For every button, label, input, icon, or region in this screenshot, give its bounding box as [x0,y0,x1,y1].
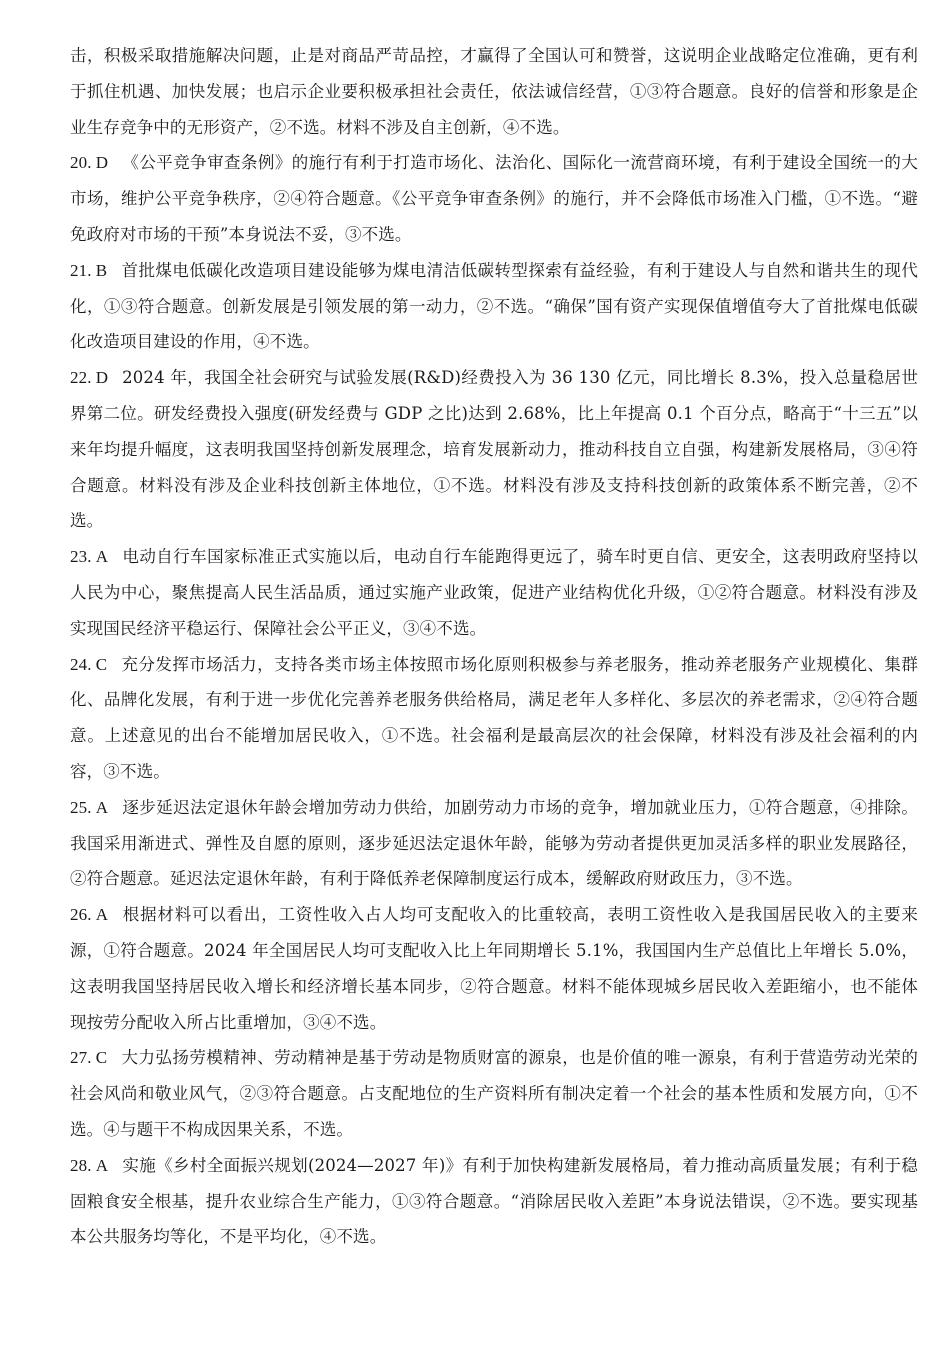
answer-item-26 [70,897,918,1040]
item-explanation: 首批煤电低碳化改造项目建设能够为煤电清洁低碳转型探索有益经验，有利于建设人与自然和谐共生的现代化，①③符合题意。创新发展是引领发展的第一动力，②不选。“确保”国有资产实现保值增值夸大了首批煤电低碳化改造项目建设的作用，④不选。 [70,260,918,352]
item-answer: C [95,654,108,674]
item-answer: A [95,547,109,567]
item-number: 21. [70,260,92,280]
item-explanation: 逐步延迟法定退休年龄会增加劳动力供给，加剧劳动力市场的竞争，增加就业压力，①符合题意，④排除。我国采用渐进式、弹性及自愿的原则，逐步延迟法定退休年龄，能够为劳动者提供更加灵活多样的职业发展路径，②符合题意。延迟法定退休年龄，有利于降低养老保障制度运行成本，缓解政府财政压力，③不选。 [70,797,918,889]
item-number: 24. [70,654,92,674]
item-number: 28. [70,1155,92,1175]
item-number: 25. [70,797,92,817]
item-number: 26. [70,905,92,925]
item-answer: A [95,797,109,817]
item-explanation: 2024 年，我国全社会研究与试验发展(R&D)经费投入为 36 130 亿元，同比增长 8.3%，投入总量稳居世界第二位。研发经费投入强度(研发经费与 GDP 之比)达到 2.68%，比上年提高 0.1 个百分点，略高于“十三五”以来年均提升幅度，这表明我国坚持创新发展理念，培育发展新动力，推动科技自立自强，构建新发展格局，③④符合题意。材料没有涉及企业科技创新主体地位，①不选。材料没有涉及支持科技创新的政策体系不断完善，②不选。 [70,368,918,531]
answer-item-24 [70,647,918,790]
item-answer: C [95,1048,108,1068]
answer-explanation-page [70,38,918,1338]
item-answer: D [95,153,109,173]
answer-item-23 [70,539,918,646]
item-answer: D [95,368,109,388]
answer-item-25 [70,790,918,897]
answer-item-27 [70,1040,918,1147]
item-answer: B [95,260,108,280]
answer-item-20 [70,145,918,252]
item-explanation: 充分发挥市场活力，支持各类市场主体按照市场化原则积极参与养老服务，推动养老服务产业规模化、集群化、品牌化发展，有利于进一步优化完善养老服务供给格局，满足老年人多样化、多层次的养老需求，②④符合题意。上述意见的出台不能增加居民收入，①不选。社会福利是最高层次的社会保障，材料没有涉及社会福利的内容，③不选。 [70,654,918,781]
item-answer: A [95,1155,109,1175]
item-number: 27. [70,1048,92,1068]
item-explanation: 《公平竞争审查条例》的施行有利于打造市场化、法治化、国际化一流营商环境，有利于建设全国统一的大市场，维护公平竞争秩序，②④符合题意。《公平竞争审查条例》的施行，并不会降低市场准入门槛，①不选。“避免政府对市场的干预”本身说法不妥，③不选。 [70,153,918,244]
item-number: 22. [70,368,92,388]
continuation-paragraph: 击，积极采取措施解决问题，止是对商品严苛品控，才赢得了全国认可和赞誉，这说明企业战略定位准确，更有利于抓住机遇、加快发展；也启示企业要积极承担社会责任，依法诚信经营，①③符合题意。良好的信誉和形象是企业生存竞争中的无形资产，②不选。材料不涉及自主创新，④不选。 [70,46,918,137]
item-answer: A [95,905,109,925]
item-number: 23. [70,547,92,567]
item-explanation: 电动自行车国家标准正式实施以后，电动自行车能跑得更远了，骑车时更自信、更安全，这表明政府坚持以人民为中心，聚焦提高人民生活品质，通过实施产业政策，促进产业结构优化升级，①②符合题意。材料没有涉及实现国民经济平稳运行、保障社会公平正义，③④不选。 [70,547,918,638]
item-explanation: 根据材料可以看出，工资性收入占人均可支配收入的比重较高，表明工资性收入是我国居民收入的主要来源，①符合题意。2024 年全国居民人均可支配收入比上年同期增长 5.1%，我国国内生产总值比上年增长 5.0%，这表明我国坚持居民收入增长和经济增长基本同步，②符合题意。材料不能体现城乡居民收入差距缩小，也不能体现按劳分配收入所占比重增加，③④不选。 [70,905,918,1032]
item-number: 20. [70,153,92,173]
answer-item-21 [70,253,918,360]
answer-item-28 [70,1148,918,1255]
answer-item-22 [70,360,918,539]
item-explanation: 实施《乡村全面振兴规划(2024—2027 年)》有利于加快构建新发展格局，着力推动高质量发展；有利于稳固粮食安全根基，提升农业综合生产能力，①③符合题意。“消除居民收入差距”本身说法错误，②不选。要实现基本公共服务均等化，不是平均化，④不选。 [70,1155,918,1247]
item-explanation: 大力弘扬劳模精神、劳动精神是基于劳动是物质财富的源泉，也是价值的唯一源泉，有利于营造劳动光荣的社会风尚和敬业风气，②③符合题意。占支配地位的生产资料所有制决定着一个社会的基本性质和发展方向，①不选。④与题干不构成因果关系，不选。 [70,1048,918,1139]
